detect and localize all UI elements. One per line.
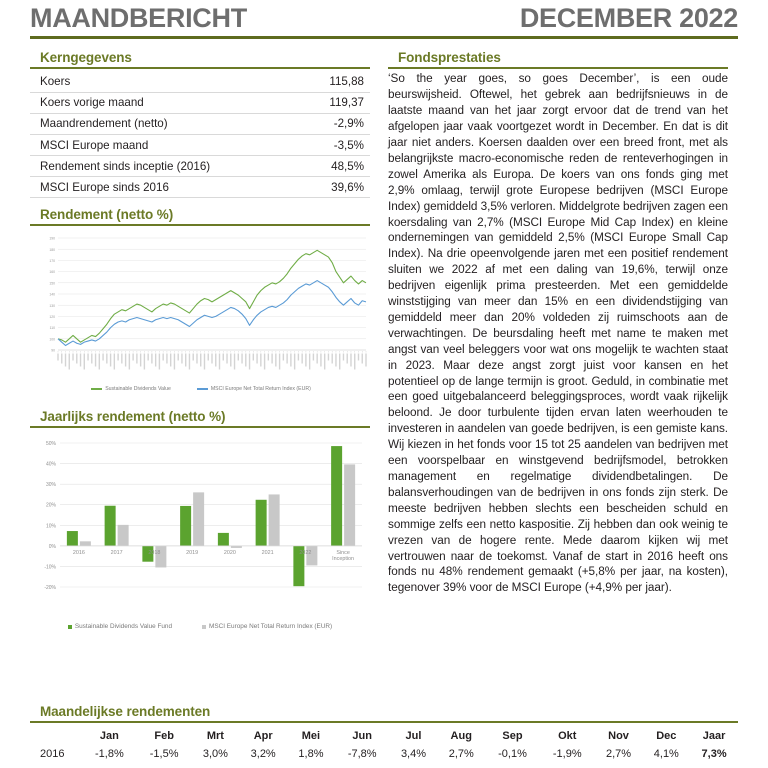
svg-text:-20%: -20% [44, 585, 56, 592]
report-period: DECEMBER 2022 [519, 3, 738, 33]
legend-swatch-line-green [91, 388, 102, 390]
key-figure-label: Maandrendement (netto) [30, 113, 307, 134]
column-header-dec: Dec [656, 730, 677, 742]
column-header-aug: Aug [450, 730, 472, 742]
table-row [30, 744, 738, 762]
masthead-divider [30, 36, 738, 39]
key-figure-label: MSCI Europe maand [30, 134, 307, 155]
performance-heading: Fondsprestaties [398, 50, 501, 66]
bar-chart-heading: Jaarlijks rendement (netto %) [40, 409, 226, 425]
monthly-returns-heading: Maandelijkse rendementen [40, 704, 211, 719]
page-title: MAANDBERICHT [30, 3, 247, 33]
svg-text:2022: 2022 [299, 550, 312, 557]
svg-text:100: 100 [49, 337, 55, 342]
legend-item-index [197, 386, 311, 392]
line-chart-legend [32, 386, 370, 392]
column-header-mei: Mei [301, 730, 321, 742]
line-chart-heading: Rendement (netto %) [40, 207, 174, 223]
monthly-returns-section [30, 704, 738, 762]
svg-text:110: 110 [49, 326, 55, 331]
monthly-return-cell: -7,8% [347, 748, 377, 760]
svg-text:Inception: Inception [332, 556, 355, 563]
svg-text:30%: 30% [45, 482, 56, 489]
svg-text:2019: 2019 [186, 550, 199, 557]
table-row [30, 156, 370, 177]
column-header-apr: Apr [253, 730, 273, 742]
column-header-okt: Okt [558, 730, 577, 742]
performance-body-text: ‘So the year goes, so goes December’, is een oude beurswijsheid. Oftewel, het gebrek aan bedrijfsnieuws in de laatste maand van het jaar zorgt ervoor dat de trend van het afgelopen jaar vaak voortgezet wordt in December. En dat is dit jaar niet anders. Koersen daalden over een breed front, met als belangrijkste macro-economische reden de renteverhogingen in zowel Amerika als Europa. De koers van ons fonds ging met 2,9% omlaag, terwijl grote Europese bedrijven (MSCI Europe Index) gemiddeld 3,5% verloren. Middelgrote bedrijven zagen een koersdaling van 2,7% (MSCI Europe Mid Cap Index) en kleine ondernemingen van gemiddeld 2,5% (MSCI Europe Small Cap Index). Na drie opeenvolgende jaren met een positief rendement sluiten we 2022 af met een daling van 19,6%, terwijl onze bedrijven eigenlijk prima presteerden. Met een gemiddelde winststijging van meer dan 15% en een dividendstijging van gemiddeld meer dan 20% voldeden zij ruimschoots aan de verwachtingen. De beursdaling heeft met name te maken met angst van veel beleggers voor wat ons mogelijk te wachten staat in 2023. Maar deze angst zorgt juist voor kansen en het potentieel op de lange termijn is groot. Geduld, in combinatie met een goed uitgebalanceerd beleggingsproces, wordt vaak rijkelijk beloond. Je door turbulente tijden ervan laten weerhouden te investeren in aandelen van goede bedrijven, is een gemiste kans. Wij kiezen in het fonds voor 15 tot 25 aandelen van bedrijven met een voorspelbaar en winstgevend bedrijfsmodel, betrokken management en regelmatige dividendbetalingen. De balansverhoudingen van de bedrijven in ons fonds zijn sterk. De meeste bedrijven hebben slechts een bescheiden schuld en sommige zelfs een netto kaspositie. Zij hebben dan ook weinig te vrezen van de hogere rente. Mede daarom kijken wij met vertrouwen naar de toekomst. Vanaf de start in 2016 heeft ons fonds nu 48% rendement gemaakt (+5,8% per jaar, na kosten), tegenover 39% voor de MSCI Europe (+4,9% per jaar). [388, 72, 728, 595]
svg-text:120: 120 [49, 315, 55, 320]
column-header-mrt: Mrt [206, 730, 224, 742]
legend-swatch-green [68, 625, 72, 629]
svg-text:0%: 0% [48, 544, 56, 551]
key-figure-label: MSCI Europe sinds 2016 [30, 177, 307, 198]
monthly-return-cell: 3,0% [202, 748, 228, 760]
legend-item-fund [91, 386, 171, 392]
key-figure-value: -2,9% [307, 113, 370, 134]
monthly-return-cell: -0,1% [498, 748, 527, 760]
bar-chart [30, 435, 370, 631]
svg-text:-10%: -10% [44, 564, 56, 571]
legend-item-index [202, 623, 332, 630]
year-total-cell: 7,3% [701, 748, 727, 760]
svg-text:2018: 2018 [148, 550, 161, 557]
key-figures-table [30, 71, 370, 198]
section-divider [30, 426, 370, 428]
table-row [30, 177, 370, 198]
section-divider [30, 67, 370, 69]
svg-text:140: 140 [49, 293, 55, 298]
svg-text:130: 130 [49, 304, 55, 309]
table-row [30, 92, 370, 113]
table-row [30, 71, 370, 92]
performance-line-chart-section [30, 207, 370, 400]
masthead [30, 0, 738, 32]
key-figure-value: 48,5% [307, 156, 370, 177]
line-chart [30, 232, 370, 400]
bar-chart-plot [30, 435, 370, 617]
svg-text:190: 190 [49, 237, 55, 242]
svg-text:90: 90 [51, 349, 55, 354]
key-figure-label: Rendement sinds inceptie (2016) [30, 156, 307, 177]
legend-label: Sustainable Dividends Value [105, 386, 171, 393]
legend-label: Sustainable Dividends Value Fund [74, 623, 173, 631]
row-year: 2016 [40, 748, 65, 760]
monthly-return-cell: -1,5% [149, 748, 179, 760]
right-column [388, 50, 728, 631]
svg-text:170: 170 [49, 259, 55, 264]
section-divider [388, 67, 728, 69]
svg-text:10%: 10% [45, 523, 56, 530]
column-header-jan: Jan [99, 730, 119, 742]
legend-label: MSCI Europe Net Total Return Index (EUR) [210, 386, 311, 393]
column-header-sep: Sep [502, 730, 523, 742]
content-columns [30, 50, 738, 631]
key-figure-value: -3,5% [307, 134, 370, 155]
svg-text:2021: 2021 [261, 550, 274, 557]
column-header-jul: Jul [405, 730, 422, 742]
column-header-feb: Feb [154, 730, 174, 742]
legend-label: MSCI Europe Net Total Return Index (EUR) [209, 623, 333, 631]
svg-text:160: 160 [49, 270, 55, 275]
legend-swatch-line-blue [197, 388, 208, 390]
table-row [30, 134, 370, 155]
key-figure-value: 119,37 [307, 92, 370, 113]
legend-item-fund [68, 623, 172, 630]
svg-text:2017: 2017 [110, 550, 123, 557]
section-divider [30, 721, 738, 723]
table-header-row [30, 726, 738, 744]
annual-return-bar-chart-section [30, 409, 370, 631]
section-divider [30, 224, 370, 226]
column-header-jaar: Jaar [702, 730, 726, 742]
monthly-return-cell: 1,8% [298, 748, 324, 760]
column-header-nov: Nov [608, 730, 629, 742]
monthly-return-cell: -1,8% [95, 748, 124, 760]
monthly-return-cell: 4,1% [653, 748, 679, 760]
table-row [30, 113, 370, 134]
column-header-jun: Jun [352, 730, 372, 742]
svg-text:20%: 20% [45, 503, 56, 510]
key-figure-value: 115,88 [307, 71, 370, 92]
svg-text:50%: 50% [45, 441, 56, 448]
left-column [30, 50, 370, 631]
key-figures-section [30, 50, 370, 198]
monthly-return-cell: 3,4% [400, 748, 427, 760]
key-figure-label: Koers vorige maand [30, 92, 307, 113]
key-figures-heading: Kerngegevens [40, 50, 132, 66]
key-figure-value: 39,6% [307, 177, 370, 198]
table-body [30, 744, 738, 762]
svg-text:180: 180 [49, 248, 55, 253]
line-chart-plot [32, 232, 372, 384]
monthly-return-cell: 2,7% [606, 748, 632, 760]
monthly-returns-table [30, 726, 738, 762]
column-header-year [30, 726, 82, 744]
monthly-return-cell: 2,7% [448, 748, 474, 760]
svg-text:2020: 2020 [223, 550, 236, 557]
svg-text:Since: Since [336, 550, 350, 557]
bar-chart-legend [30, 623, 370, 630]
monthly-return-cell: -1,9% [552, 748, 582, 760]
svg-text:40%: 40% [45, 462, 56, 469]
key-figure-label: Koers [30, 71, 307, 92]
svg-text:150: 150 [49, 281, 55, 286]
legend-swatch-grey [202, 625, 206, 629]
monthly-return-cell: 3,2% [250, 748, 276, 760]
svg-text:2016: 2016 [72, 550, 85, 557]
